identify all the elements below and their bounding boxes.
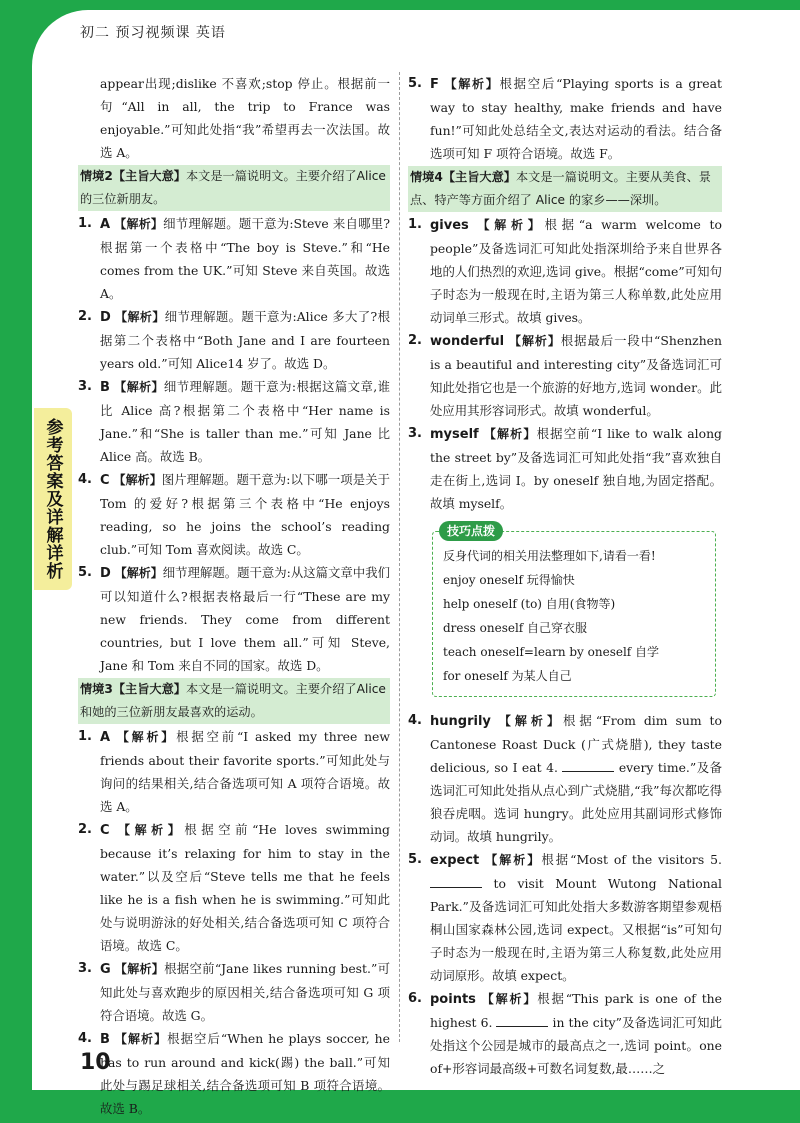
analysis-text: 根据空前“I asked my three new friends about their favorite sports.”可知此处与询问的结果相关,结合备选项可知 A 项符合语境。故选 A。 bbox=[100, 729, 390, 814]
item-number: 6. bbox=[408, 991, 422, 1006]
answer: B bbox=[100, 1032, 110, 1047]
analysis-text: 根据最后一段中“Shenzhen is a beautiful and interesting city”及备选词汇可知此处指它也是一个旅游的好地方,选词 wonder。此处应用其形容词形式。故填 wonderful。 bbox=[430, 333, 722, 418]
analysis-text: 根据空前“Jane likes running best.”可知此处与喜欢跑步的原因相关,结合备选项可知 G 项符合语境。故选 G。 bbox=[100, 961, 390, 1023]
section-summary: 本文是一篇说明文。主要介绍了Alice和她的三位新朋友最喜欢的运动。 bbox=[80, 682, 386, 719]
item-number: 4. bbox=[78, 472, 92, 487]
fill-blank bbox=[430, 875, 482, 888]
answer: D bbox=[100, 310, 111, 325]
analysis-text: 根据空前“I like to walk along the street by”及备选词汇可知此处指“我”喜欢独自走在街上,选词 I。by oneself 独自地,为固定搭配。故填 myself。 bbox=[430, 426, 722, 511]
analysis-text: to visit Mount Wutong National Park.”及备选词汇可知此处指大多数游客期望参观梧桐山国家森林公园,选词 expect。又根据“is”可知句子时态为一般现在时,主语为第三人称复数,此处应用动词原形。故填 expect。 bbox=[430, 876, 722, 983]
analysis-label: 【解析】 bbox=[114, 566, 163, 580]
item-number: 3. bbox=[78, 961, 92, 976]
answer: gives bbox=[430, 218, 469, 233]
analysis-text: every time.”及备选词汇可知此处指从点心到广式烧腊,“我”每次都吃得狼吞虎咽。选词 hungry。此处应用其副词形式修饰动词。故填 hungrily。 bbox=[430, 760, 722, 844]
section-heading-2 bbox=[78, 165, 390, 211]
answer: G bbox=[100, 962, 111, 977]
item-number: 2. bbox=[408, 333, 422, 348]
answer-item bbox=[78, 818, 390, 957]
analysis-text: in the city”及备选词汇可知此处指这个公园是城市的最高点之一,选词 point。one of+形容词最高级+可数名词复数,最……之 bbox=[430, 1015, 722, 1076]
analysis-text: 细节理解题。题干意为:Steve 来自哪里?根据第一个表格中“The boy is Steve.”和“He comes from the UK.”可知 Steve 来自英国。故选 A。 bbox=[100, 216, 390, 301]
answer: D bbox=[100, 566, 111, 581]
answer: expect bbox=[430, 853, 480, 868]
answer-item bbox=[408, 709, 722, 848]
answer-item bbox=[408, 422, 722, 515]
item-number: 5. bbox=[78, 565, 92, 580]
right-column bbox=[408, 72, 722, 1080]
analysis-text: 细节理解题。题干意为:Alice 多大了?根据第二个表格中“Both Jane and I are fourteen years old.”可知 Alice14 岁了。故选 D。 bbox=[100, 309, 390, 371]
section-title: 情境3【主旨大意】 bbox=[80, 682, 186, 696]
answer: B bbox=[100, 380, 110, 395]
analysis-label: 【解析】 bbox=[114, 1032, 168, 1046]
item-number: 4. bbox=[408, 713, 422, 728]
answer-item bbox=[78, 957, 390, 1027]
answer: C bbox=[100, 473, 110, 488]
analysis-text: 图片理解题。题干意为:以下哪一项是关于 Tom 的爱好?根据第三个表格中“He enjoys reading, so he joins the school’s reading club.”可知 Tom 喜欢阅读。故选 C。 bbox=[100, 472, 390, 557]
section-summary: 本文是一篇说明文。主要介绍了Alice的三位新朋友。 bbox=[80, 169, 386, 206]
analysis-text: 根据“Most of the visitors 5. bbox=[541, 852, 722, 867]
analysis-label: 【解析】 bbox=[483, 427, 537, 441]
tip-line: 反身代词的相关用法整理如下,请看一看! bbox=[443, 549, 656, 563]
analysis-text: 细节理解题。题干意为:根据这篇文章,谁比 Alice 高?根据第二个表格中“Her name is Jane.”和“She is taller than me.”可知 Jane 比 Alice 高。故选 B。 bbox=[100, 379, 390, 464]
answer-item bbox=[78, 305, 390, 375]
tip-line: help oneself (to) 自用(食物等) bbox=[443, 597, 616, 611]
answer-item bbox=[408, 72, 722, 165]
answer-item bbox=[78, 375, 390, 468]
analysis-text: 根据“From dim sum to Cantonese Roast Duck (广式烧腊), they taste delicious, so I eat 4. bbox=[430, 713, 722, 775]
answer: C bbox=[100, 823, 110, 838]
item-number: 1. bbox=[78, 729, 92, 744]
tip-line: teach oneself=learn by oneself 自学 bbox=[443, 645, 660, 659]
fill-blank bbox=[562, 759, 614, 772]
item-number: 3. bbox=[408, 426, 422, 441]
answer-item bbox=[78, 212, 390, 305]
left-column bbox=[78, 72, 390, 1120]
analysis-text: 根据“This park is one of the highest 6. bbox=[430, 991, 722, 1030]
answer: A bbox=[100, 730, 111, 745]
analysis-label: 【解析】 bbox=[113, 473, 162, 487]
analysis-label: 【解析】 bbox=[114, 380, 164, 394]
analysis-label: 【解析】 bbox=[444, 77, 500, 91]
analysis-label: 【解析】 bbox=[116, 730, 177, 744]
item-number: 3. bbox=[78, 379, 92, 394]
analysis-text: 根据空后“When he plays soccer, he has to run around and kick(踢) the ball.”可知此处与踢足球相关,结合备选项可知 B 项符合语境。故选 B。 bbox=[100, 1031, 390, 1116]
answer: hungrily bbox=[430, 714, 491, 729]
analysis-label: 【解析】 bbox=[498, 714, 563, 728]
side-tab: 参考答案及详解详析 bbox=[34, 408, 72, 590]
analysis-label: 【解析】 bbox=[509, 334, 561, 348]
analysis-label: 【解析】 bbox=[477, 218, 545, 232]
analysis-label: 【解析】 bbox=[485, 853, 542, 867]
section-title: 情境4【主旨大意】 bbox=[410, 170, 516, 184]
answer-item bbox=[408, 987, 722, 1080]
answer-item bbox=[78, 1027, 390, 1120]
fill-blank bbox=[496, 1014, 548, 1027]
answer: wonderful bbox=[430, 334, 505, 349]
item-number: 5. bbox=[408, 852, 422, 867]
column-divider bbox=[399, 72, 400, 1042]
item-number: 2. bbox=[78, 309, 92, 324]
analysis-text: 根据空后“Playing sports is a great way to stay healthy, make friends and have fun!”可知此处总结全文,表达对运动的看法。结合备选项可知 F 项符合语境。故选 F。 bbox=[430, 76, 722, 161]
analysis-label: 【解析】 bbox=[118, 823, 185, 837]
section-heading-4 bbox=[408, 166, 722, 212]
item-number: 5. bbox=[408, 76, 422, 91]
answer-item bbox=[408, 329, 722, 422]
section-summary: 本文是一篇说明文。主要从美食、景点、特产等方面介绍了 Alice 的家乡——深圳。 bbox=[410, 170, 711, 207]
analysis-label: 【解析】 bbox=[481, 992, 538, 1006]
answer-item bbox=[408, 213, 722, 329]
page-header: 初二 预习视频课 英语 bbox=[80, 25, 226, 41]
item-number: 1. bbox=[408, 217, 422, 232]
answer-item bbox=[78, 725, 390, 818]
answer-item bbox=[408, 848, 722, 987]
analysis-label: 【解析】 bbox=[114, 217, 164, 231]
page-number: 10 bbox=[80, 1050, 111, 1075]
analysis-text: 细节理解题。题干意为:从这篇文章中我们可以知道什么?根据表格最后一行“These are my new friends. They come from different countries, but I love them all.”可知 Steve, Jane 和 Tom 来自不同的国家。故选 D。 bbox=[100, 565, 390, 673]
answer: A bbox=[100, 217, 111, 232]
analysis-label: 【解析】 bbox=[115, 310, 165, 324]
tip-box bbox=[432, 524, 716, 697]
item-number: 4. bbox=[78, 1031, 92, 1046]
section-title: 情境2【主旨大意】 bbox=[80, 169, 186, 183]
answer-item bbox=[78, 468, 390, 561]
answer: F bbox=[430, 77, 439, 92]
tip-title: 技巧点拨 bbox=[439, 521, 503, 541]
item-number: 2. bbox=[78, 822, 92, 837]
tip-line: enjoy oneself 玩得愉快 bbox=[443, 573, 575, 587]
tip-line: for oneself 为某人自己 bbox=[443, 669, 572, 683]
analysis-text: 根据“a warm welcome to people”及备选词汇可知此处指深圳给予来自世界各地的人们热烈的欢迎,选词 give。根据“come”可知句子时态为一般现在时,主语为第三人称单数,此处应用动词单三形式。故填 gives。 bbox=[430, 217, 722, 325]
answer: myself bbox=[430, 427, 479, 442]
section-heading-3 bbox=[78, 678, 390, 724]
answer-item bbox=[78, 561, 390, 677]
continued-text: appear出现;dislike 不喜欢;stop 停止。根据前一句“All in all, the trip to France was enjoyable.”可知此处指“我”希望再去一次法国。故选 A。 bbox=[100, 76, 390, 160]
analysis-text: 根据空前“He loves swimming because it’s relaxing for him to stay in the water.”以及空后“Steve tells me that he feels like he is a fish when he is swimming.”可知此处与说明游泳的好处相关,结合备选项可知 C 项符合语境。故选 C。 bbox=[100, 822, 390, 953]
item-number: 1. bbox=[78, 216, 92, 231]
analysis-label: 【解析】 bbox=[114, 962, 165, 976]
answer: points bbox=[430, 992, 476, 1007]
tip-line: dress oneself 自己穿衣服 bbox=[443, 621, 588, 635]
